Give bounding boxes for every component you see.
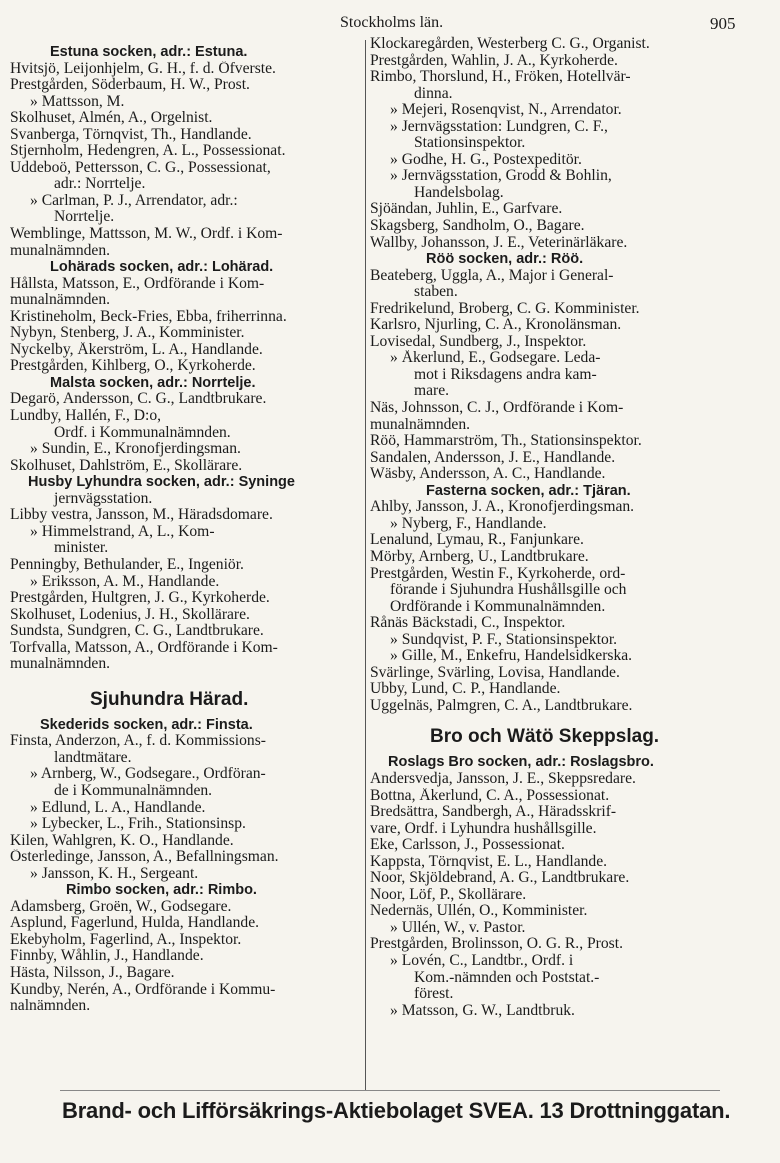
- directory-entry: Ahlby, Jansson, J. A., Kronofjerdingsman.: [370, 499, 635, 516]
- directory-entry: vare, Ordf. i Lyhundra hushållsgille.: [370, 820, 597, 837]
- directory-entry: Kilen, Wahlgren, K. O., Handlande.: [10, 832, 234, 849]
- footer-advertisement: Brand- och Lifförsäkrings-Aktiebolaget SVEA. 13 Drottninggatan.: [62, 1098, 731, 1123]
- directory-entry: mare.: [414, 383, 450, 400]
- directory-entry: Wäsby, Andersson, A. C., Handlande.: [370, 466, 606, 483]
- parish-heading: Lohärads socken, adr.: Lohärad.: [50, 259, 274, 276]
- parish-heading: Husby Lyhundra socken, adr.: Syninge: [28, 474, 295, 491]
- parish-heading: Roslags Bro socken, adr.: Roslagsbro.: [388, 754, 654, 771]
- district-heading: Sjuhundra Härad.: [90, 688, 249, 710]
- directory-entry: Uddeboö, Pettersson, C. G., Possessionat,: [10, 159, 271, 176]
- directory-entry: Lenalund, Lymau, R., Fanjunkare.: [370, 532, 584, 549]
- directory-entry: dinna.: [414, 85, 453, 102]
- directory-entry: munalnämnden.: [370, 416, 471, 433]
- directory-entry: Nedernäs, Ullén, O., Komminister.: [370, 903, 588, 920]
- directory-entry: Eke, Carlsson, J., Possessionat.: [370, 837, 565, 854]
- directory-entry: Lundby, Hallén, F., D:o,: [10, 408, 162, 425]
- directory-entry: » Matsson, G. W., Landtbruk.: [390, 1002, 575, 1019]
- directory-entry: Nyckelby, Åkerström, L. A., Handlande.: [10, 341, 263, 358]
- directory-entry: Klockaregården, Westerberg C. G., Organist.: [370, 36, 650, 52]
- left-column: [10, 44, 362, 1015]
- directory-entry: adr.: Norrtelje.: [54, 176, 146, 193]
- column-divider: [365, 40, 366, 1090]
- footer-divider: [60, 1090, 720, 1091]
- directory-entry: » Lovén, C., Landtbr., Ordf. i: [390, 952, 574, 969]
- directory-entry: Svärlinge, Svärling, Lovisa, Handlande.: [370, 664, 620, 681]
- directory-entry: Andersvedja, Jansson, J. E., Skeppsredare.: [370, 770, 636, 787]
- directory-entry: Österledinge, Jansson, A., Befallningsman.: [10, 849, 279, 866]
- directory-entry: Adamsberg, Groën, W., Godsegare.: [10, 898, 232, 915]
- directory-entry: Kundby, Nerén, A., Ordförande i Kommu-: [10, 981, 276, 998]
- directory-entry: » Godhe, H. G., Postexpeditör.: [390, 151, 582, 168]
- directory-entry: Sundsta, Sundgren, C. G., Landtbrukare.: [10, 623, 264, 640]
- directory-entry: de i Kommunalnämnden.: [54, 782, 213, 799]
- directory-entry: Finsta, Anderzon, A., f. d. Kommissions-: [10, 733, 266, 750]
- directory-entry: Hästa, Nilsson, J., Bagare.: [10, 964, 175, 981]
- directory-entry: munalnämnden.: [10, 242, 111, 259]
- directory-entry: Mörby, Arnberg, U., Landtbrukare.: [370, 548, 589, 565]
- directory-entry: Libby vestra, Jansson, M., Häradsdomare.: [10, 507, 273, 524]
- directory-entry: » Edlund, L. A., Handlande.: [30, 799, 206, 816]
- directory-entry: Kappsta, Törnqvist, E. L., Handlande.: [370, 853, 608, 870]
- directory-entry: Kristineholm, Beck-Fries, Ebba, friherrinna.: [10, 308, 287, 325]
- parish-heading: Rimbo socken, adr.: Rimbo.: [66, 882, 257, 899]
- directory-entry: » Sundin, E., Kronofjerdingsman.: [30, 441, 241, 458]
- directory-entry: munalnämnden.: [10, 292, 111, 309]
- directory-entry: Degarö, Andersson, C. G., Landtbrukare.: [10, 391, 267, 408]
- directory-entry: jernvägsstation.: [54, 490, 153, 507]
- directory-entry: Hållsta, Matsson, E., Ordförande i Kom-: [10, 275, 265, 292]
- right-column: [370, 36, 762, 1019]
- running-head: Stockholms län.: [340, 14, 444, 31]
- directory-entry: Rånäs Bäckstadi, C., Inspektor.: [370, 615, 566, 632]
- directory-entry: Röö, Hammarström, Th., Stationsinspektor.: [370, 433, 642, 450]
- directory-entry: Skolhuset, Lodenius, J. H., Skollärare.: [10, 606, 250, 623]
- directory-entry: Ordf. i Kommunalnämnden.: [54, 424, 231, 441]
- directory-entry: » Jansson, K. H., Sergeant.: [30, 865, 199, 882]
- directory-entry: » Lybecker, L., Frih., Stationsinsp.: [30, 816, 246, 833]
- directory-entry: Handelsbolag.: [414, 184, 504, 201]
- directory-entry: Stjernholm, Hedengren, A. L., Possessionat.: [10, 143, 286, 160]
- directory-entry: » Gille, M., Enkefru, Handelsidkerska.: [390, 648, 633, 665]
- directory-entry: Prestgården, Westin F., Kyrkoherde, ord-: [370, 565, 626, 582]
- directory-entry: » Carlman, P. J., Arrendator, adr.:: [30, 192, 238, 209]
- directory-entry: Asplund, Fagerlund, Hulda, Handlande.: [10, 915, 260, 932]
- directory-entry: Stationsinspektor.: [414, 135, 526, 152]
- directory-entry: Ubby, Lund, C. P., Handlande.: [370, 681, 561, 698]
- parish-heading: Malsta socken, adr.: Norrtelje.: [50, 374, 256, 391]
- directory-entry: Bredsättra, Sandbergh, A., Häradsskrif-: [370, 804, 617, 821]
- directory-entry: » Eriksson, A. M., Handlande.: [30, 573, 220, 590]
- directory-entry: Skolhuset, Dahlström, E., Skollärare.: [10, 457, 243, 474]
- directory-entry: Wemblinge, Mattsson, M. W., Ordf. i Kom-: [10, 226, 283, 243]
- directory-entry: mot i Riksdagens andra kam-: [414, 366, 597, 383]
- directory-entry: Noor, Löf, P., Skollärare.: [370, 886, 527, 903]
- directory-entry: Rimbo, Thorslund, H., Fröken, Hotellvär-: [370, 69, 631, 86]
- directory-entry: » Nyberg, F., Handlande.: [390, 515, 547, 532]
- directory-entry: Prestgården, Söderbaum, H. W., Prost.: [10, 77, 250, 94]
- directory-entry: Torfvalla, Matsson, A., Ordförande i Kom-: [10, 639, 278, 656]
- parish-heading: Skederids socken, adr.: Finsta.: [40, 716, 253, 733]
- parish-heading: Estuna socken, adr.: Estuna.: [50, 44, 248, 60]
- directory-entry: minister.: [54, 540, 109, 557]
- directory-entry: Ekebyholm, Fagerlind, A., Inspektor.: [10, 931, 242, 948]
- directory-entry: Svanberga, Törnqvist, Th., Handlande.: [10, 126, 252, 143]
- directory-entry: » Ullén, W., v. Pastor.: [390, 919, 526, 936]
- parish-heading: Röö socken, adr.: Röö.: [426, 251, 584, 268]
- directory-entry: Sjöändan, Juhlin, E., Garfvare.: [370, 201, 563, 218]
- directory-entry: Karlsro, Njurling, C. A., Kronolänsman.: [370, 317, 622, 334]
- directory-entry: » Sundqvist, P. F., Stationsinspektor.: [390, 631, 618, 648]
- directory-entry: » Jernvägsstation: Lundgren, C. F.,: [390, 118, 608, 135]
- directory-entry: munalnämnden.: [10, 656, 111, 673]
- directory-entry: staben.: [414, 284, 458, 301]
- directory-entry: » Arnberg, W., Godsegare., Ordföran-: [30, 766, 266, 783]
- directory-entry: Prestgården, Hultgren, J. G., Kyrkoherde.: [10, 590, 270, 607]
- directory-entry: förande i Sjuhundra Hushållsgille och: [390, 582, 627, 599]
- directory-entry: » Himmelstrand, A, L., Kom-: [30, 523, 215, 540]
- parish-heading: Fasterna socken, adr.: Tjäran.: [426, 482, 631, 499]
- directory-entry: Prestgården, Brolinsson, O. G. R., Prost.: [370, 936, 623, 953]
- district-heading: Bro och Wätö Skeppslag.: [430, 726, 660, 748]
- directory-entry: Penningby, Bethulander, E., Ingeniör.: [10, 556, 244, 573]
- directory-entry: Ordförande i Kommunalnämnden.: [390, 598, 606, 615]
- directory-entry: Prestgården, Kihlberg, O., Kyrkoherde.: [10, 358, 256, 375]
- directory-entry: Skagsberg, Sandholm, O., Bagare.: [370, 218, 585, 235]
- directory-entry: Näs, Johnsson, C. J., Ordförande i Kom-: [370, 400, 624, 417]
- directory-entry: Lovisedal, Sundberg, J., Inspektor.: [370, 333, 587, 350]
- directory-entry: Uggelnäs, Palmgren, C. A., Landtbrukare.: [370, 697, 633, 714]
- directory-entry: Nybyn, Stenberg, J. A., Komminister.: [10, 325, 245, 342]
- directory-entry: Norrtelje.: [54, 209, 115, 226]
- directory-entry: » Åkerlund, E., Godsegare. Leda-: [390, 350, 601, 367]
- directory-entry: » Jernvägsstation, Grodd & Bohlin,: [390, 168, 612, 185]
- directory-entry: Noor, Skjöldebrand, A. G., Landtbrukare.: [370, 870, 630, 887]
- directory-entry: Fredrikelund, Broberg, C. G. Komminister.: [370, 300, 640, 317]
- page-number: 905: [710, 14, 736, 33]
- directory-entry: Skolhuset, Almén, A., Orgelnist.: [10, 110, 213, 127]
- directory-entry: Kom.-nämnden och Poststat.-: [414, 969, 600, 986]
- directory-entry: förest.: [414, 986, 454, 1003]
- directory-entry: Beateberg, Uggla, A., Major i General-: [370, 267, 614, 284]
- directory-entry: Finnby, Wåhlin, J., Handlande.: [10, 948, 204, 965]
- directory-entry: Sandalen, Andersson, J. E., Handlande.: [370, 449, 616, 466]
- directory-entry: Hvitsjö, Leijonhjelm, G. H., f. d. Öfverste.: [10, 60, 276, 77]
- directory-entry: » Mattsson, M.: [30, 93, 125, 110]
- directory-entry: landtmätare.: [54, 749, 132, 766]
- directory-entry: Prestgården, Wahlin, J. A., Kyrkoherde.: [370, 52, 618, 69]
- directory-entry: Wallby, Johansson, J. E., Veterinärläkare.: [370, 234, 628, 251]
- directory-entry: » Mejeri, Rosenqvist, N., Arrendator.: [390, 102, 622, 119]
- directory-entry: Bottna, Åkerlund, C. A., Possessionat.: [370, 787, 610, 804]
- directory-entry: nalnämnden.: [10, 998, 91, 1015]
